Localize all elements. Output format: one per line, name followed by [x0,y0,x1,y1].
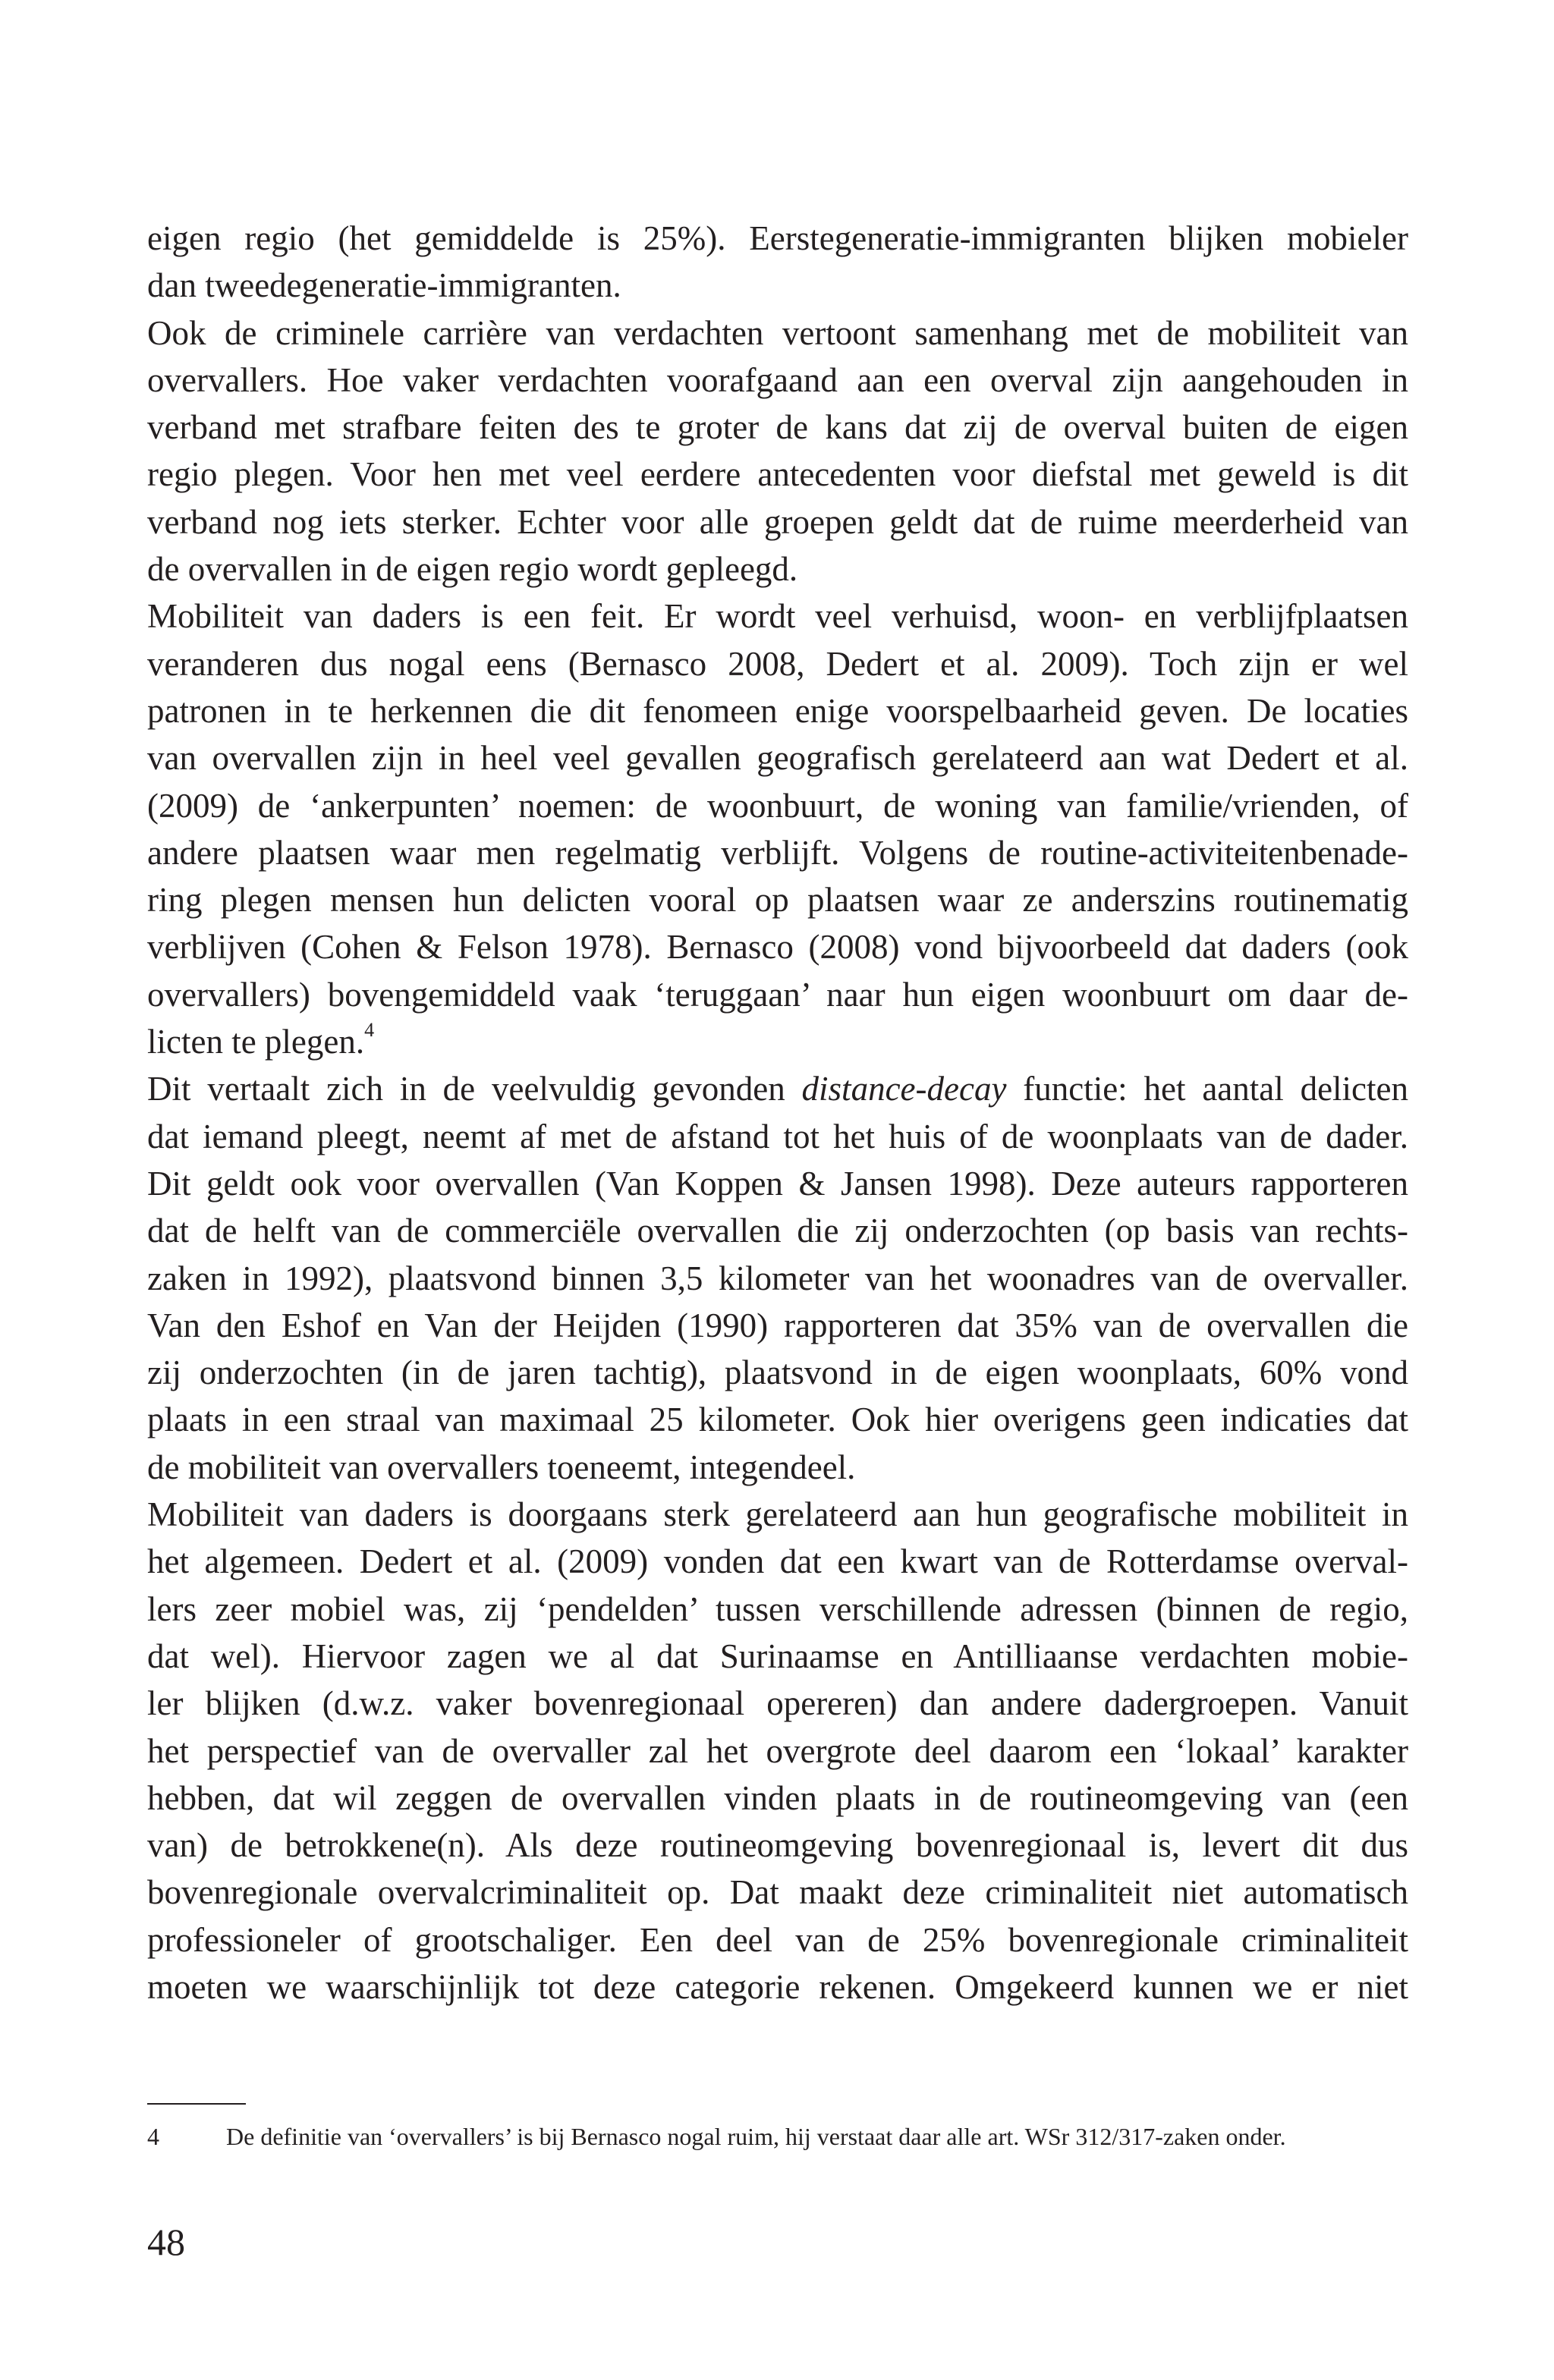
text-line-content: Dit vertaalt zich in de veelvuldig gevonden [147,1070,802,1108]
text-line [147,215,1408,262]
text-line [147,971,1408,1018]
text-line [147,404,1408,451]
text-line [147,782,1408,829]
text-line-content: Ook de criminele carrière van verdachten vertoont samenhang met de mobiliteit van [147,313,1408,352]
text-line-content: licten te plegen. [147,1023,365,1061]
text-line [147,640,1408,687]
text-line [147,357,1408,404]
text-line [147,1633,1408,1680]
text-line-content: andere plaatsen waar men regelmatig verblijft. Volgens de routine-activiteitenbenade- [147,833,1408,872]
text-line-content: ring plegen mensen hun delicten vooral op plaatsen waar ze anderszins routinematig [147,881,1408,920]
text-line [147,1586,1408,1633]
text-line [147,1963,1408,2011]
text-line-content: regio plegen. Voor hen met veel eerdere antecedenten voor diefstal met geweld is dit [147,455,1408,494]
text-line-content: ler blijken (d.w.z. vaker bovenregionaal opereren) dan andere dadergroepen. Vanuit [147,1684,1408,1723]
text-line [147,1018,1408,1065]
text-line-content: moeten we waarschijnlijk tot deze categorie rekenen. Omgekeerd kunnen we er niet [147,1967,1408,2006]
text-line-content: patronen in te herkennen die dit fenomeen enige voorspelbaarheid geven. De locaties [147,691,1408,730]
text-line-content: het perspectief van de overvaller zal het overgrote deel daarom een ‘lokaal’ karakter [147,1731,1408,1770]
footnote-reference: 4 [364,1019,375,1042]
text-line [147,1160,1408,1207]
text-line-content: dat de helft van de commerciële overvallen die zij onderzochten (op basis van rechts- [147,1212,1408,1250]
text-line-content: lers zeer mobiel was, zij ‘pendelden’ tussen verschillende adressen (binnen de regio, [147,1589,1408,1628]
text-line [147,1444,1408,1491]
text-line-content: van) de betrokkene(n). Als deze routineomgeving bovenregionaal is, levert dit dus [147,1826,1408,1865]
text-line [147,1491,1408,1538]
footnote-number: 4 [147,2123,159,2150]
text-line-content: zaken in 1992), plaatsvond binnen 3,5 kilometer van het woonadres van de overvaller. [147,1259,1408,1297]
text-line [147,1680,1408,1727]
text-line [147,310,1408,357]
text-line [147,1775,1408,1822]
text-line [147,1207,1408,1254]
text-line-continuation: functie: het aantal delicten [1006,1070,1408,1108]
text-line [147,262,1408,309]
footnote-separator [147,2103,246,2105]
text-line-content: overvallers. Hoe vaker verdachten voorafgaand aan een overval zijn aangehouden in [147,360,1408,399]
text-line-content: Mobiliteit van daders is doorgaans sterk gerelateerd aan hun geografische mobiliteit in [147,1495,1408,1534]
text-line-content: van overvallen zijn in heel veel gevallen geografisch gerelateerd aan wat Dedert et al. [147,739,1408,778]
text-line [147,734,1408,781]
text-line [147,1255,1408,1302]
body-text [147,215,1408,2011]
footnote-text: De definitie van ‘overvallers’ is bij Bernasco nogal ruim, hij verstaat daar alle art. WSr 312/317-zaken onder. [226,2123,1286,2150]
page-number: 48 [147,2221,185,2263]
text-line [147,451,1408,498]
text-line-content: verband met strafbare feiten des te groter de kans dat zij de overval buiten de eigen [147,408,1408,447]
text-line-content: dan tweedegeneratie-immigranten. [147,266,621,305]
text-line-content: het algemeen. Dedert et al. (2009) vonden dat een kwart van de Rotterdamse overval- [147,1542,1408,1581]
text-line-content: (2009) de ‘ankerpunten’ noemen: de woonbuurt, de woning van familie/vrienden, of [147,786,1408,825]
text-line [147,687,1408,734]
text-line-content: verband nog iets sterker. Echter voor alle groepen geldt dat de ruime meerderheid van [147,502,1408,541]
text-line-content: bovenregionale overvalcriminaliteit op. Dat maakt deze criminaliteit niet automatisch [147,1873,1408,1912]
text-line-content: professioneler of grootschaliger. Een deel van de 25% bovenregionale criminaliteit [147,1920,1408,1959]
text-line [147,1822,1408,1869]
text-line-content: Van den Eshof en Van der Heijden (1990) rapporteren dat 35% van de overvallen die [147,1306,1408,1344]
text-line [147,829,1408,876]
text-line-content: veranderen dus nogal eens (Bernasco 2008, Dedert et al. 2009). Toch zijn er wel [147,644,1408,683]
text-line [147,1302,1408,1349]
text-line-content: zij onderzochten (in de jaren tachtig), plaatsvond in de eigen woonplaats, 60% vond [147,1353,1408,1392]
text-line [147,1396,1408,1443]
text-line-content: dat wel). Hiervoor zagen we al dat Surinaamse en Antilliaanse verdachten mobie- [147,1636,1408,1675]
text-line [147,593,1408,640]
text-line [147,1065,1408,1112]
text-line-content: Dit geldt ook voor overvallen (Van Koppen & Jansen 1998). Deze auteurs rapporteren [147,1164,1408,1203]
text-line [147,498,1408,545]
text-line [147,876,1408,923]
text-line [147,1728,1408,1775]
text-line [147,1113,1408,1160]
text-line-content: verblijven (Cohen & Felson 1978). Bernasco (2008) vond bijvoorbeeld dat daders (ook [147,928,1408,967]
text-line [147,923,1408,970]
text-line-content: overvallers) bovengemiddeld vaak ‘teruggaan’ naar hun eigen woonbuurt om daar de- [147,975,1408,1014]
text-line [147,545,1408,593]
text-line-content: de mobiliteit van overvallers toeneemt, integendeel. [147,1448,856,1486]
text-line-content: plaats in een straal van maximaal 25 kilometer. Ook hier overigens geen indicaties dat [147,1401,1408,1439]
text-line-content: hebben, dat wil zeggen de overvallen vinden plaats in de routineomgeving van (een [147,1778,1408,1817]
text-line [147,1916,1408,1963]
text-line [147,1869,1408,1916]
text-line-content: eigen regio (het gemiddelde is 25%). Eerstegeneratie-immigranten blijken mobieler [147,219,1408,257]
text-line-content: dat iemand pleegt, neemt af met de afstand tot het huis of de woonplaats van de dader. [147,1117,1408,1155]
italic-term: distance-decay [801,1070,1007,1108]
text-line-content: Mobiliteit van daders is een feit. Er wordt veel verhuisd, woon- en verblijfplaatsen [147,597,1408,636]
text-line [147,1538,1408,1585]
text-line [147,1349,1408,1396]
text-line-content: de overvallen in de eigen regio wordt gepleegd. [147,550,798,589]
